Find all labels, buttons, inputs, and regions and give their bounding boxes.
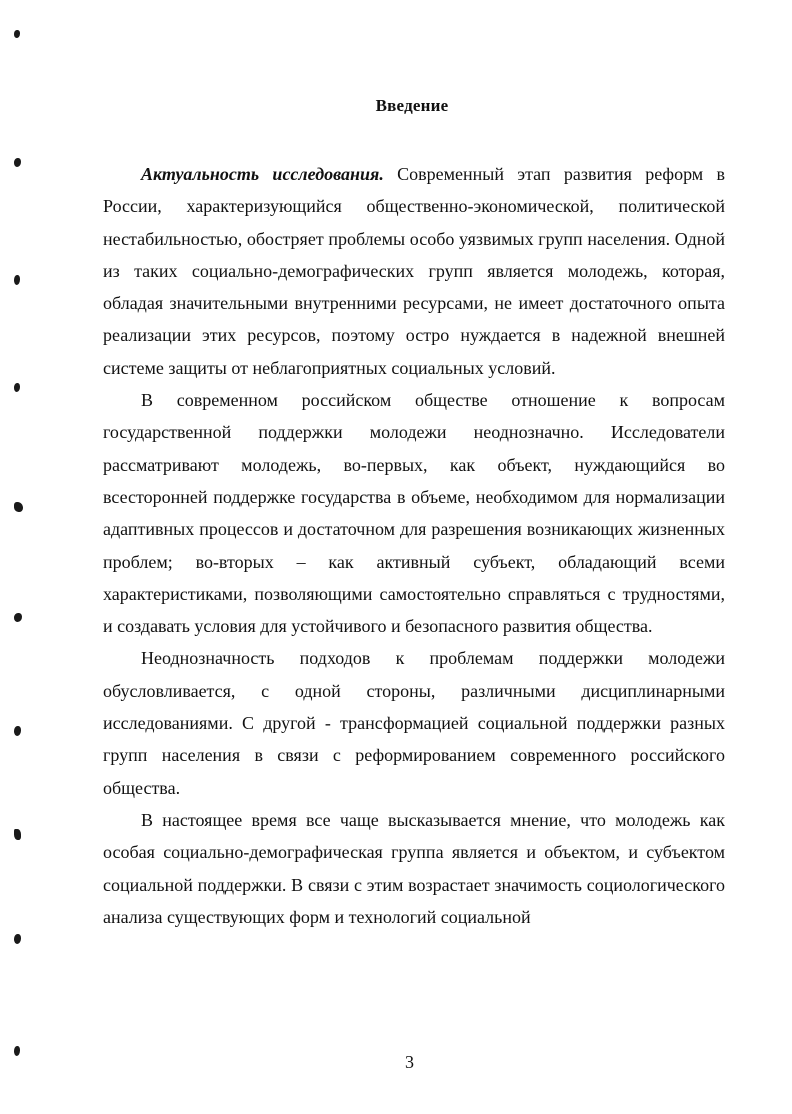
scan-hole-mark <box>14 1046 20 1056</box>
scan-hole-mark <box>14 383 20 392</box>
body-text <box>103 158 725 933</box>
scan-hole-mark <box>14 158 21 167</box>
scan-hole-mark <box>14 613 22 622</box>
paragraph: В современном российском обществе отношение к вопросам государственной поддержки молодежи неоднозначно. Исследователи рассматривают молодежь, во-первых, как объект, нуждающийся во всесторонней поддержке государства в объеме, необходимом для нормализации адаптивных процессов и достаточном для разрешения возникающих жизненных проблем; во-вторых – как активный субъект, обладающий всеми характеристиками, позволяющими самостоятельно справляться с трудностями, и создавать условия для устойчивого и безопасного развития общества. <box>103 390 725 637</box>
scan-hole-mark <box>14 502 23 512</box>
page-number: 3 <box>405 1052 414 1072</box>
scan-hole-mark <box>14 30 20 38</box>
page-title: Введение <box>375 96 449 115</box>
paragraph: Неоднозначность подходов к проблемам поддержки молодежи обусловливается, с одной стороны, различными дисциплинарными исследованиями. С другой - трансформацией социальной поддержки разных групп населения в связи с реформированием современного российского общества. <box>103 648 725 798</box>
paragraph: В настоящее время все чаще высказывается мнение, что молодежь как особая социально-демографическая группа является и объектом, и субъектом социальной поддержки. В связи с этим возрастает значимость социологического анализа существующих форм и технологий социальной <box>103 809 725 927</box>
scan-hole-mark <box>14 726 21 736</box>
lead-phrase: Актуальность исследования. <box>141 164 384 184</box>
paragraph-text: Современный этап развития реформ в России, характеризующийся общественно-экономической, политической нестабильностью, обостряет проблемы особо уязвимых групп населения. Одной из таких социально-демографических групп является молодежь, которая, обладая значительными внутренними ресурсами, не имеет достаточного опыта реализации этих ресурсов, поэтому остро нуждается в надежной внешней системе защиты от неблагоприятных социальных условий. <box>103 164 726 378</box>
paragraph-relevance <box>103 158 725 384</box>
scan-hole-mark <box>14 829 21 840</box>
scan-hole-mark <box>14 275 20 285</box>
scan-hole-mark <box>14 934 21 944</box>
